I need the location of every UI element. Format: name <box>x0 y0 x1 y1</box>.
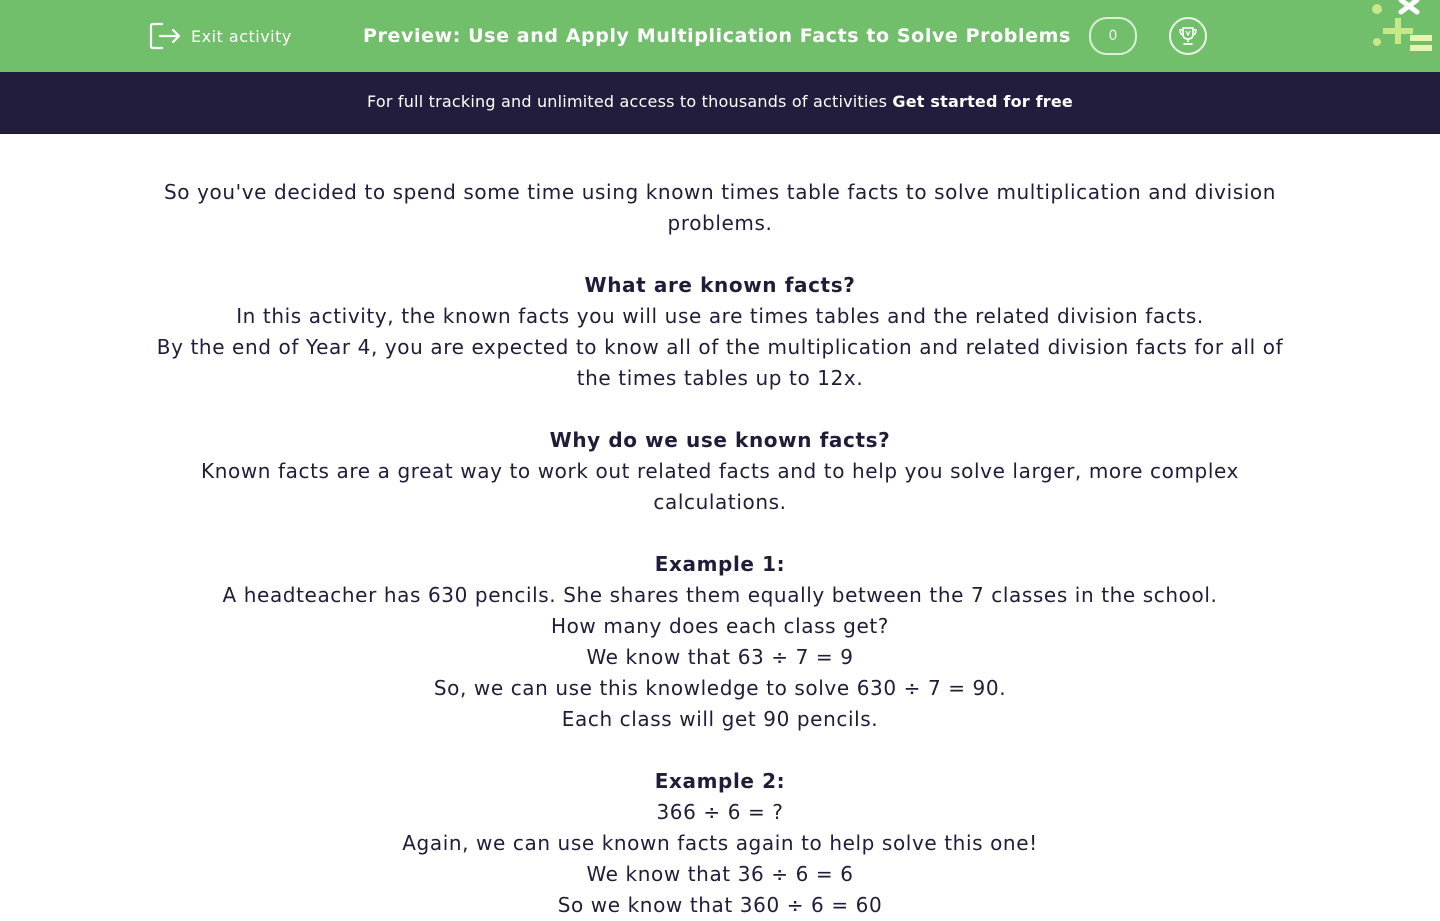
exit-activity-label: Exit activity <box>191 26 292 46</box>
exit-door-icon <box>148 21 182 51</box>
example-2-line: Again, we can use known facts again to help solve this one! <box>402 831 1038 855</box>
banner-text: For full tracking and unlimited access to thousands of activities <box>367 92 893 111</box>
example-1-heading: Example 1: <box>654 552 786 576</box>
trophy-icon <box>1177 25 1199 47</box>
activity-title: Preview: Use and Apply Multiplication Facts to Solve Problems <box>363 25 1071 47</box>
known-facts-line: In this activity, the known facts you will use are times tables and the related division facts. <box>236 304 1204 328</box>
example-2-heading: Example 2: <box>654 769 786 793</box>
get-started-link[interactable]: Get started for free <box>892 92 1073 111</box>
example-2-line: 366 ÷ 6 = ? <box>656 800 784 824</box>
intro-paragraph: So you've decided to spend some time using known times table facts to solve multiplication and division problems. <box>163 180 1277 235</box>
example-2-line: So we know that 360 ÷ 6 = 60 <box>557 893 883 917</box>
activity-introduction <box>150 177 1290 921</box>
score-badge: 0 <box>1089 17 1137 55</box>
known-facts-line: By the end of Year 4, you are expected to know all of the multiplication and related division facts for all of the times tables up to 12x. <box>156 335 1284 390</box>
example-1-line: So, we can use this knowledge to solve 630 ÷ 7 = 90. <box>433 676 1007 700</box>
top-bar <box>0 0 1440 72</box>
example-1-line: A headteacher has 630 pencils. She shares them equally between the 7 classes in the school. <box>222 583 1218 607</box>
example-1-line: Each class will get 90 pencils. <box>561 707 879 731</box>
exit-activity-button[interactable] <box>148 20 292 52</box>
why-known-facts-line: Known facts are a great way to work out related facts and to help you solve larger, more complex calculations. <box>201 459 1239 514</box>
maths-symbols-logo <box>1366 0 1440 72</box>
example-1-line: How many does each class get? <box>550 614 890 638</box>
why-known-facts-heading: Why do we use known facts? <box>549 428 891 452</box>
trophy-button[interactable] <box>1169 17 1207 55</box>
example-2-line: We know that 36 ÷ 6 = 6 <box>586 862 854 886</box>
known-facts-heading: What are known facts? <box>584 273 856 297</box>
example-1-line: We know that 63 ÷ 7 = 9 <box>586 645 854 669</box>
upgrade-banner <box>0 72 1440 134</box>
